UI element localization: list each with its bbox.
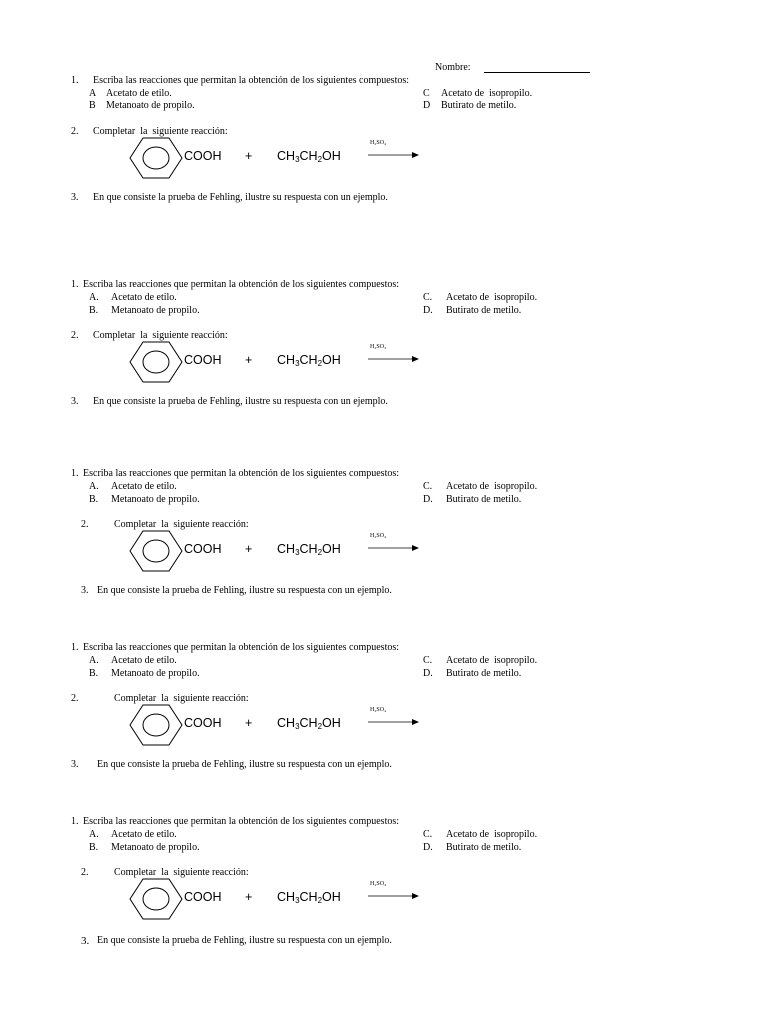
ethanol-formula: $CH_3CH_2OH$ bbox=[277, 716, 341, 731]
q3-text: En que consiste la prueba de Fehling, ilustre su respuesta con un ejemplo. bbox=[93, 396, 388, 407]
q3-number: 3. bbox=[71, 192, 79, 203]
option-c-text: Acetato de isopropilo. bbox=[446, 292, 538, 303]
benzene-ring-icon bbox=[128, 877, 184, 921]
option-c-letter: C bbox=[423, 88, 430, 99]
q1-text: Escriba las reacciones que permitan la obtención de los siguientes compuestos: bbox=[93, 75, 410, 86]
option-c-text: Acetato de isopropilo. bbox=[446, 655, 538, 666]
q2-number: 2. bbox=[81, 519, 89, 530]
option-a-text: Acetato de etilo. bbox=[106, 88, 172, 99]
q3-text: En que consiste la prueba de Fehling, ilustre su respuesta con un ejemplo. bbox=[97, 759, 392, 770]
option-a-text: Acetato de etilo. bbox=[111, 655, 177, 666]
plus-sign: + bbox=[245, 353, 253, 367]
option-d-text: Butirato de metilo. bbox=[446, 494, 522, 505]
ethanol-formula: $CH_3CH_2OH$ bbox=[277, 542, 341, 557]
plus-sign: + bbox=[245, 716, 253, 730]
q3-text: En que consiste la prueba de Fehling, ilustre su respuesta con un ejemplo. bbox=[93, 192, 388, 203]
option-a-text: Acetato de etilo. bbox=[111, 829, 177, 840]
option-a-text: Acetato de etilo. bbox=[111, 292, 177, 303]
option-b-letter: B. bbox=[89, 842, 99, 853]
q3-number: 3. bbox=[71, 759, 79, 770]
option-d-letter: D. bbox=[423, 494, 433, 505]
q2-text: Completar la siguiente reacción: bbox=[114, 519, 249, 530]
option-a-letter: A. bbox=[89, 829, 99, 840]
catalyst-label: H₂SO₄ bbox=[370, 533, 387, 539]
option-d-text: Butirato de metilo. bbox=[446, 668, 522, 679]
option-d-letter: D bbox=[423, 100, 431, 111]
q2-text: Completar la siguiente reacción: bbox=[93, 330, 228, 341]
plus-sign: + bbox=[245, 890, 253, 904]
option-a-letter: A. bbox=[89, 655, 99, 666]
option-c-letter: C. bbox=[423, 655, 433, 666]
catalyst-label: H₂SO₄ bbox=[370, 707, 387, 713]
option-d-letter: D. bbox=[423, 842, 433, 853]
q2-number: 2. bbox=[81, 867, 89, 878]
q3-number: 3. bbox=[81, 585, 89, 596]
option-b-letter: B. bbox=[89, 668, 99, 679]
name-field-line[interactable] bbox=[484, 72, 590, 73]
q1-number: 1. bbox=[71, 468, 79, 479]
option-b-letter: B bbox=[89, 100, 96, 111]
ethanol-formula: $CH_3CH_2OH$ bbox=[277, 149, 341, 164]
q1-text: Escriba las reacciones que permitan la obtención de los siguientes compuestos: bbox=[83, 816, 400, 827]
carboxyl-group: COOH bbox=[184, 890, 222, 904]
catalyst-label: H₂SO₄ bbox=[370, 344, 387, 350]
option-c-text: Acetato de isopropilo. bbox=[446, 829, 538, 840]
q2-number: 2. bbox=[71, 693, 79, 704]
q1-number: 1. bbox=[71, 75, 79, 86]
option-b-text: Metanoato de propilo. bbox=[111, 842, 200, 853]
reaction-arrow-icon bbox=[368, 892, 420, 900]
benzene-ring-icon bbox=[128, 136, 184, 180]
option-c-letter: C. bbox=[423, 292, 433, 303]
q1-number: 1. bbox=[71, 642, 79, 653]
ethanol-formula: $CH_3CH_2OH$ bbox=[277, 353, 341, 368]
option-d-text: Butirato de metilo. bbox=[446, 305, 522, 316]
reaction-arrow-icon bbox=[368, 718, 420, 726]
q1-text: Escriba las reacciones que permitan la obtención de los siguientes compuestos: bbox=[83, 279, 400, 290]
q1-number: 1. bbox=[71, 816, 79, 827]
q3-text: En que consiste la prueba de Fehling, ilustre su respuesta con un ejemplo. bbox=[97, 585, 392, 596]
q2-text: Completar la siguiente reacción: bbox=[114, 867, 249, 878]
carboxyl-group: COOH bbox=[184, 716, 222, 730]
option-c-letter: C. bbox=[423, 481, 433, 492]
option-d-text: Butirato de metilo. bbox=[446, 842, 522, 853]
q2-text: Completar la siguiente reacción: bbox=[93, 126, 228, 137]
q2-number: 2. bbox=[71, 126, 79, 137]
option-b-text: Metanoato de propilo. bbox=[111, 668, 200, 679]
reaction-arrow-icon bbox=[368, 151, 420, 159]
q3-text: En que consiste la prueba de Fehling, ilustre su respuesta con un ejemplo. bbox=[97, 935, 392, 946]
benzene-ring-icon bbox=[128, 340, 184, 384]
carboxyl-group: COOH bbox=[184, 353, 222, 367]
option-c-text: Acetato de isopropilo. bbox=[441, 88, 533, 99]
q1-number: 1. bbox=[71, 279, 79, 290]
catalyst-label: H₂SO₄ bbox=[370, 140, 387, 146]
option-a-letter: A. bbox=[89, 292, 99, 303]
option-d-text: Butirato de metilo. bbox=[441, 100, 517, 111]
reaction-arrow-icon bbox=[368, 355, 420, 363]
option-b-text: Metanoato de propilo. bbox=[111, 494, 200, 505]
option-a-letter: A bbox=[89, 88, 97, 99]
catalyst-label: H₂SO₄ bbox=[370, 881, 387, 887]
option-b-letter: B. bbox=[89, 494, 99, 505]
option-b-text: Metanoato de propilo. bbox=[111, 305, 200, 316]
option-a-text: Acetato de etilo. bbox=[111, 481, 177, 492]
option-d-letter: D. bbox=[423, 668, 433, 679]
carboxyl-group: COOH bbox=[184, 542, 222, 556]
q3-number: 3. bbox=[71, 396, 79, 407]
option-a-letter: A. bbox=[89, 481, 99, 492]
carboxyl-group: COOH bbox=[184, 149, 222, 163]
q1-text: Escriba las reacciones que permitan la obtención de los siguientes compuestos: bbox=[83, 468, 400, 479]
name-label: Nombre: bbox=[435, 62, 471, 73]
q3-number: 3. bbox=[81, 935, 90, 947]
q2-number: 2. bbox=[71, 330, 79, 341]
reaction-arrow-icon bbox=[368, 544, 420, 552]
ethanol-formula: $CH_3CH_2OH$ bbox=[277, 890, 341, 905]
option-c-letter: C. bbox=[423, 829, 433, 840]
q1-text: Escriba las reacciones que permitan la obtención de los siguientes compuestos: bbox=[83, 642, 400, 653]
option-c-text: Acetato de isopropilo. bbox=[446, 481, 538, 492]
benzene-ring-icon bbox=[128, 703, 184, 747]
option-b-letter: B. bbox=[89, 305, 99, 316]
option-d-letter: D. bbox=[423, 305, 433, 316]
option-b-text: Metanoato de propilo. bbox=[106, 100, 195, 111]
plus-sign: + bbox=[245, 542, 253, 556]
q2-text: Completar la siguiente reacción: bbox=[114, 693, 249, 704]
plus-sign: + bbox=[245, 149, 253, 163]
benzene-ring-icon bbox=[128, 529, 184, 573]
